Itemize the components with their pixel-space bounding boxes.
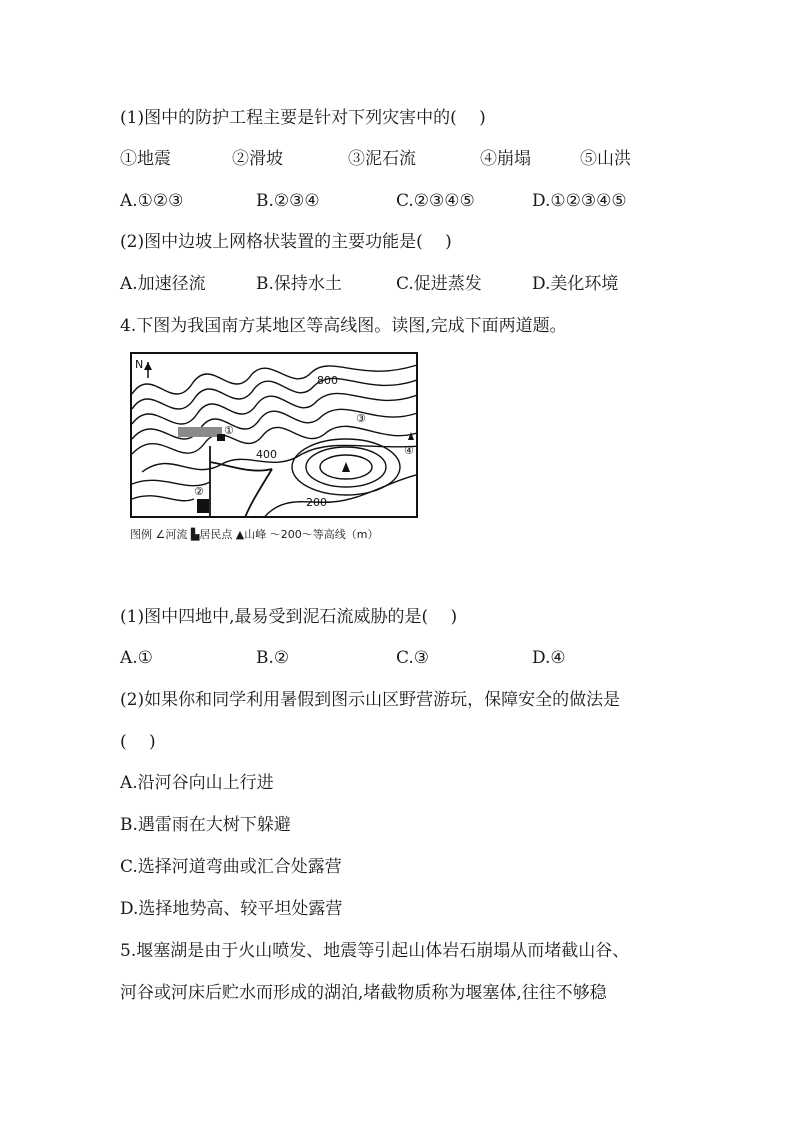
q3-sub1-options bbox=[120, 190, 680, 212]
q4-sub2-paren: ( ) bbox=[120, 732, 156, 752]
point-4: ④ bbox=[404, 444, 414, 457]
q4-sub2-option-a: A.沿河谷向山上行进 bbox=[120, 773, 274, 793]
settlement-2 bbox=[197, 499, 209, 513]
q3-sub1-option-b: B.②③④ bbox=[256, 191, 320, 211]
q4-sub1-option-a: A.① bbox=[120, 648, 153, 668]
q3-sub2-stem: (2)图中边坡上网格状装置的主要功能是( ) bbox=[120, 232, 452, 252]
contour-label-200: 200 bbox=[306, 496, 327, 509]
q3-item-2: ②滑坡 bbox=[232, 149, 283, 169]
q5-line-2: 河谷或河床后贮水而形成的湖泊,堵截物质称为堰塞体,往往不够稳 bbox=[120, 983, 607, 1003]
q3-sub2-option-c: C.促进蒸发 bbox=[396, 274, 482, 294]
peak-4 bbox=[408, 432, 414, 440]
q3-sub1-option-d: D.①②③④⑤ bbox=[532, 191, 627, 211]
q4-sub1-option-c: C.③ bbox=[396, 648, 430, 668]
peak-center bbox=[342, 462, 350, 472]
q5-line-1: 5.堰塞湖是由于火山喷发、地震等引起山体岩石崩塌从而堵截山谷、 bbox=[120, 941, 630, 961]
contour-map-figure bbox=[130, 352, 420, 542]
map-legend: 图例 ∠河流 ▙居民点 ▲山峰 ～200～等高线（m） bbox=[130, 528, 379, 541]
q3-sub2-option-a: A.加速径流 bbox=[120, 274, 206, 294]
q4-sub2-option-d: D.选择地势高、较平坦处露营 bbox=[120, 899, 343, 919]
point-1: ① bbox=[224, 424, 234, 437]
smudge bbox=[178, 427, 222, 437]
q3-sub1-option-c: C.②③④⑤ bbox=[396, 191, 475, 211]
contour-map-drawing bbox=[132, 354, 418, 518]
point-2: ② bbox=[194, 485, 204, 498]
q3-item-4: ④崩塌 bbox=[480, 149, 531, 169]
q3-items-row bbox=[120, 148, 680, 170]
north-label: N bbox=[135, 358, 144, 371]
contour-label-400: 400 bbox=[256, 448, 277, 461]
contour-map bbox=[130, 352, 418, 518]
q4-sub1-options bbox=[120, 647, 680, 669]
q3-item-5: ⑤山洪 bbox=[580, 149, 631, 169]
q4-sub2-option-b: B.遇雷雨在大树下躲避 bbox=[120, 815, 291, 835]
q3-item-1: ①地震 bbox=[120, 149, 171, 169]
point-3: ③ bbox=[356, 412, 366, 425]
north-arrow-icon bbox=[144, 362, 152, 378]
q4-sub1-stem: (1)图中四地中,最易受到泥石流威胁的是( ) bbox=[120, 607, 458, 627]
q3-sub1-option-a: A.①②③ bbox=[120, 191, 184, 211]
q3-sub2-option-b: B.保持水土 bbox=[256, 274, 342, 294]
contour-label-800: 800 bbox=[317, 374, 338, 387]
q3-sub2-option-d: D.美化环境 bbox=[532, 274, 619, 294]
q4-sub2-stem: (2)如果你和同学利用暑假到图示山区野营游玩，保障安全的做法是 bbox=[120, 690, 621, 710]
q4-sub2-option-c: C.选择河道弯曲或汇合处露营 bbox=[120, 857, 342, 877]
q4-sub1-option-d: D.④ bbox=[532, 648, 566, 668]
q4-sub1-option-b: B.② bbox=[256, 648, 290, 668]
q3-item-3: ③泥石流 bbox=[348, 149, 416, 169]
q3-sub2-options bbox=[120, 273, 680, 295]
q4-stem: 4.下图为我国南方某地区等高线图。读图,完成下面两道题。 bbox=[120, 316, 567, 336]
q3-sub1-stem: (1)图中的防护工程主要是针对下列灾害中的( ) bbox=[120, 108, 486, 128]
